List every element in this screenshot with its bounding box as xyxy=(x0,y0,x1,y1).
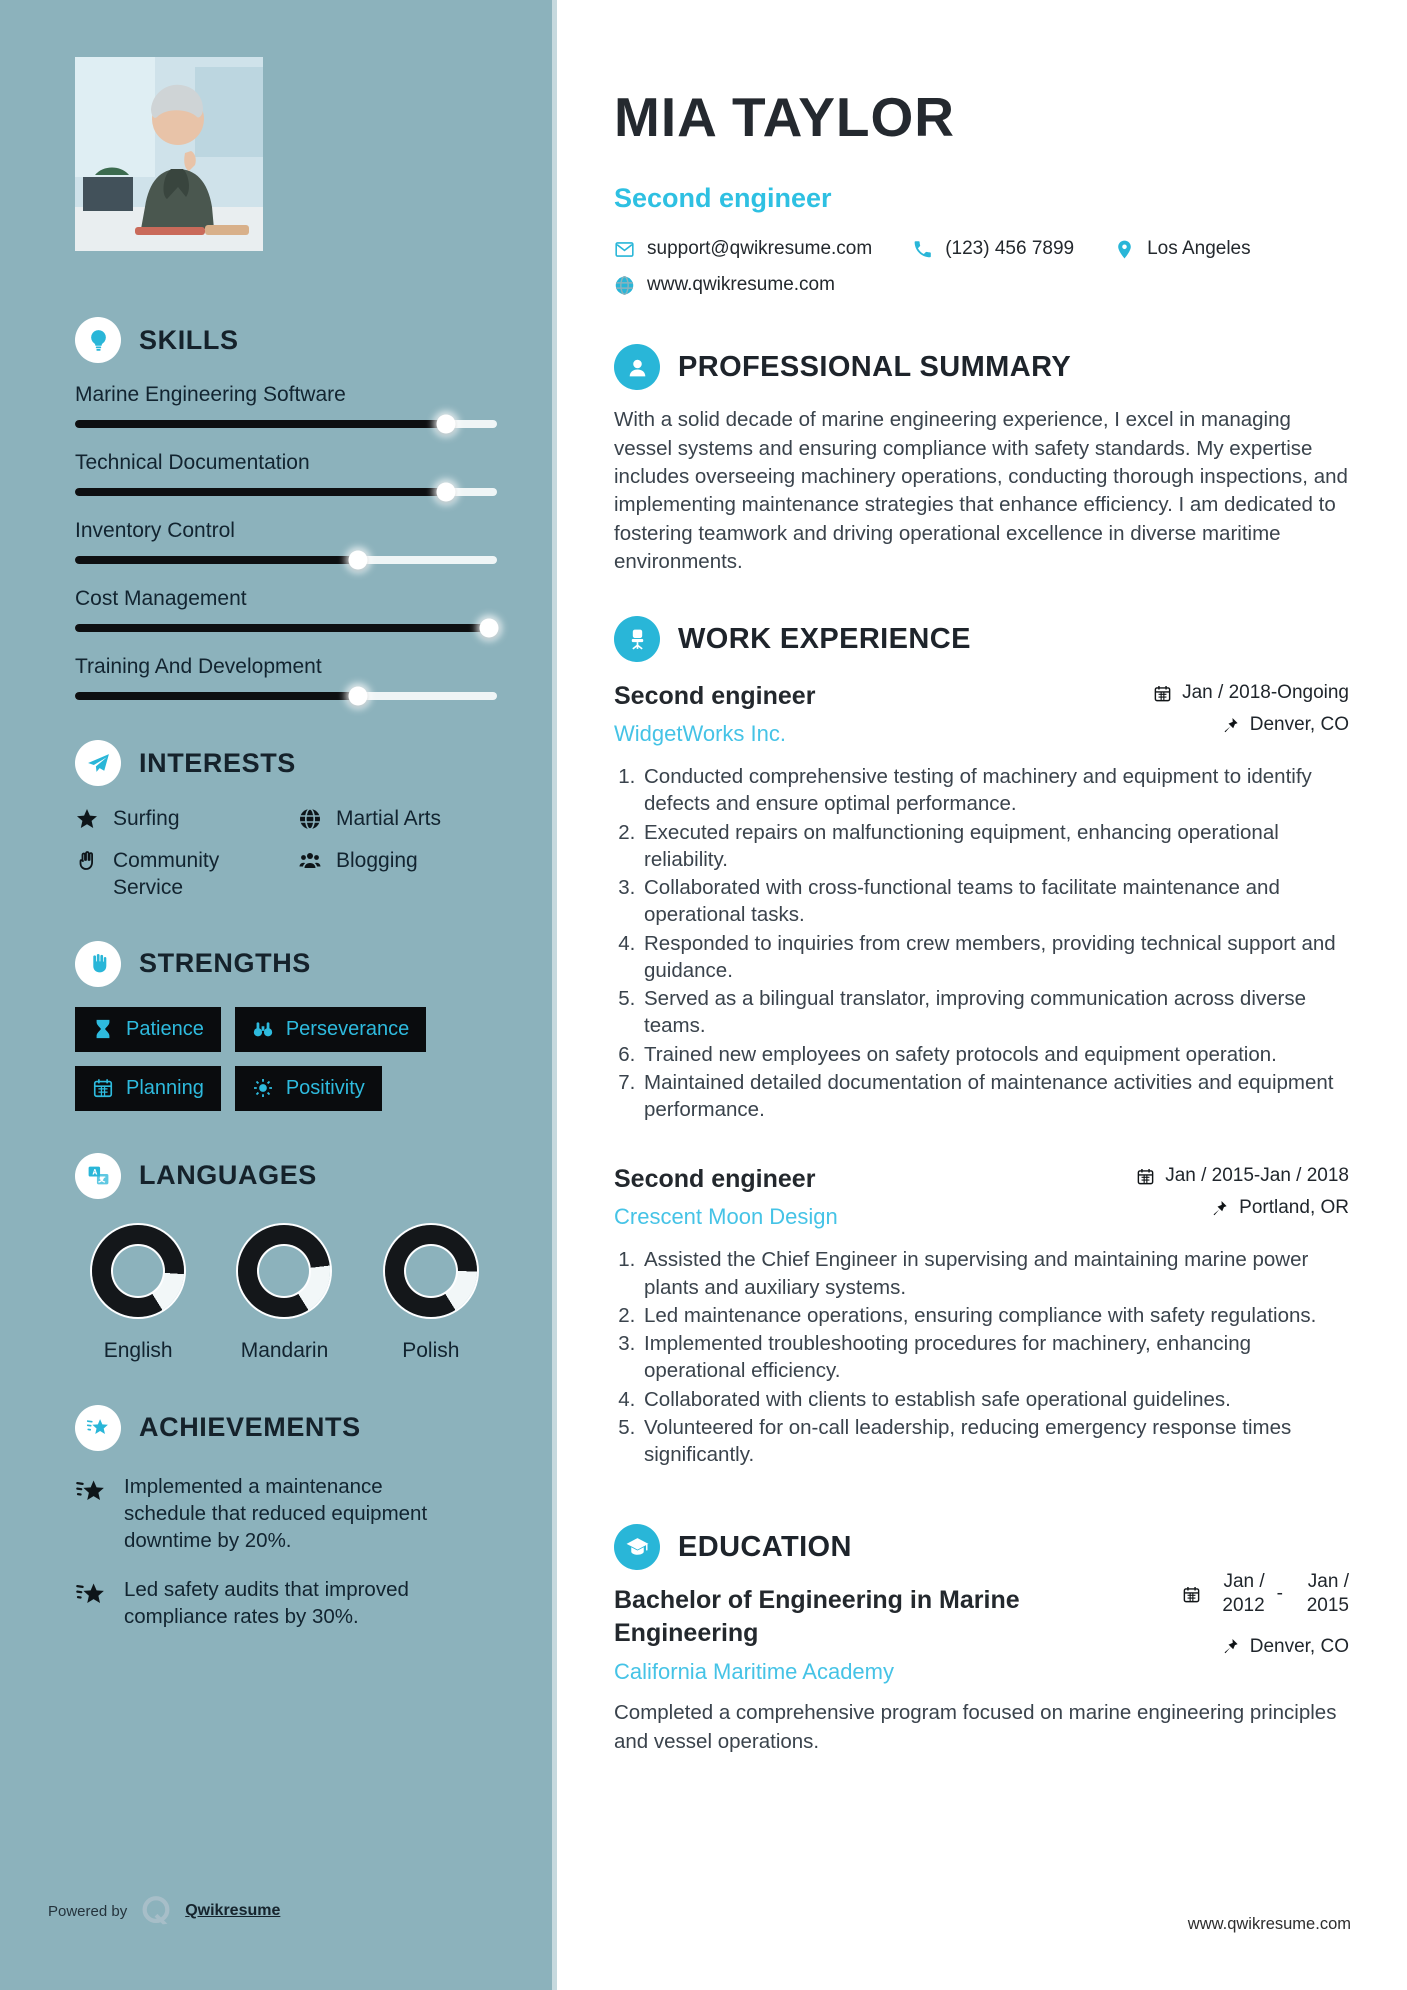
strengths-section xyxy=(75,941,494,1111)
strength-badge: Perseverance xyxy=(235,1007,426,1052)
job-role: Second engineer xyxy=(614,682,816,711)
candidate-name: MIA TAYLOR xyxy=(614,85,956,148)
phone-text: (123) 456 7899 xyxy=(945,238,1075,260)
fist-icon xyxy=(75,941,121,987)
users-icon xyxy=(298,849,322,873)
summary-section xyxy=(614,344,1349,576)
globe-icon xyxy=(614,275,635,296)
sun-icon xyxy=(252,1077,274,1099)
shooting-star-icon xyxy=(75,1578,108,1611)
interest-item: Surfing xyxy=(75,806,270,832)
strength-badge: Positivity xyxy=(235,1066,382,1111)
pushpin-icon xyxy=(1221,1637,1240,1656)
job-bullet: 7. Maintained detailed documentation of maintenance activities and equipment performance. xyxy=(641,1069,1349,1124)
slider-knob[interactable] xyxy=(479,619,498,638)
language-donut-chart xyxy=(92,1225,184,1317)
language-donut-chart xyxy=(238,1225,330,1317)
education-description: Completed a comprehensive program focused on marine engineering principles and vessel operations. xyxy=(614,1701,1337,1753)
language-item: Mandarin xyxy=(221,1225,347,1363)
job-bullet: 3. Implemented troubleshooting procedures for machinery, enhancing operational efficiency. xyxy=(641,1330,1349,1385)
job-role: Second engineer xyxy=(614,1165,816,1194)
person-icon xyxy=(614,344,660,390)
interests-title: INTERESTS xyxy=(139,747,296,778)
interest-item: Blogging xyxy=(298,848,494,901)
skill-item: Training And Development xyxy=(75,655,494,700)
contact-row xyxy=(614,238,1349,260)
skills-section xyxy=(75,317,494,700)
main-content xyxy=(562,0,1407,1990)
skill-slider[interactable] xyxy=(75,420,497,428)
website-item xyxy=(614,274,835,296)
website-text[interactable]: www.qwikresume.com xyxy=(647,274,835,296)
strength-badge: Patience xyxy=(75,1007,221,1052)
interest-item: Martial Arts xyxy=(298,806,494,832)
language-donut-chart xyxy=(385,1225,477,1317)
job-company[interactable]: WidgetWorks Inc. xyxy=(614,721,786,747)
education-section xyxy=(614,1524,1349,1756)
job-dates: Jan / 2015-Jan / 2018 xyxy=(1165,1165,1349,1187)
strengths-title: STRENGTHS xyxy=(139,948,311,979)
sidebar xyxy=(0,0,557,1990)
skill-slider[interactable] xyxy=(75,692,497,700)
slider-knob[interactable] xyxy=(348,687,367,706)
job-entry xyxy=(614,682,1349,1123)
job-location: Portland, OR xyxy=(1239,1197,1349,1219)
contact-row xyxy=(614,274,1349,296)
skill-item: Marine Engineering Software xyxy=(75,383,494,428)
education-meta xyxy=(1182,1570,1349,1668)
job-bullet: 4. Collaborated with clients to establish safe operational guidelines. xyxy=(641,1386,1349,1413)
pushpin-icon xyxy=(1210,1199,1229,1218)
education-date-start: Jan / 2012 xyxy=(1222,1571,1265,1617)
job-bullet: 5. Served as a bilingual translator, improving communication across diverse teams. xyxy=(641,985,1349,1040)
hand-icon xyxy=(75,849,99,873)
job-bullet: 5. Volunteered for on-call leadership, reducing emergency response times significantly. xyxy=(641,1414,1349,1469)
hourglass-icon xyxy=(92,1018,114,1040)
shooting-star-icon xyxy=(75,1475,108,1508)
languages-title: LANGUAGES xyxy=(139,1160,317,1191)
envelope-icon xyxy=(614,239,635,260)
summary-title: PROFESSIONAL SUMMARY xyxy=(678,350,1072,383)
pushpin-icon xyxy=(1221,716,1240,735)
achievement-item: Led safety audits that improved compliance rates by 30%. xyxy=(75,1576,494,1630)
calendar-icon xyxy=(1182,1585,1201,1604)
job-company[interactable]: Crescent Moon Design xyxy=(614,1204,838,1230)
job-bullet: 1. Conducted comprehensive testing of machinery and equipment to identify defects and ensure optimal performance. xyxy=(641,763,1349,818)
map-marker-icon xyxy=(1114,239,1135,260)
education-date-end: Jan / 2015 xyxy=(1306,1571,1349,1617)
phone-item xyxy=(912,238,1074,260)
job-bullet: 2. Led maintenance operations, ensuring compliance with safety regulations. xyxy=(641,1302,1349,1329)
skill-slider[interactable] xyxy=(75,624,497,632)
shooting-star-icon xyxy=(75,1405,121,1451)
strength-badge: Planning xyxy=(75,1066,221,1111)
binoculars-icon xyxy=(252,1018,274,1040)
language-item: Polish xyxy=(368,1225,494,1363)
degree-name: Bachelor of Engineering in Marine Engineering xyxy=(614,1586,1020,1647)
skill-item: Technical Documentation xyxy=(75,451,494,496)
profile-photo xyxy=(75,57,263,251)
job-meta xyxy=(1153,682,1349,746)
office-chair-icon xyxy=(614,616,660,662)
globe-icon xyxy=(298,807,322,831)
language-item: English xyxy=(75,1225,201,1363)
summary-text: With a solid decade of marine engineering experience, I excel in managing vessel systems and ensuring compliance with safety standards. My expertise includes overseeing machinery operations, conducting thorough inspections, and implementing maintenance strategies that enhance efficiency. I am dedicated to fostering teamwork and driving operational excellence in diverse maritime environments. xyxy=(614,408,1348,573)
skills-title: SKILLS xyxy=(139,324,239,355)
date-separator: - xyxy=(1276,1583,1283,1605)
job-meta xyxy=(1136,1165,1349,1229)
powered-by-label: Powered by xyxy=(48,1902,128,1920)
slider-knob[interactable] xyxy=(437,415,456,434)
qwikresume-link[interactable]: Qwikresume xyxy=(185,1902,281,1919)
footer-website[interactable]: www.qwikresume.com xyxy=(1187,1915,1351,1933)
translate-icon xyxy=(75,1153,121,1199)
experience-title: WORK EXPERIENCE xyxy=(678,622,971,655)
achievements-section xyxy=(75,1405,494,1630)
sidebar-footer xyxy=(48,1894,280,1928)
job-bullet: 6. Trained new employees on safety protocols and equipment operation. xyxy=(641,1041,1349,1068)
education-title: EDUCATION xyxy=(678,1530,852,1563)
achievements-title: ACHIEVEMENTS xyxy=(139,1412,361,1443)
skill-slider[interactable] xyxy=(75,556,497,564)
calendar-icon xyxy=(1136,1167,1155,1186)
school-name[interactable]: California Maritime Academy xyxy=(614,1659,894,1685)
job-bullet: 4. Responded to inquiries from crew members, providing technical support and guidance. xyxy=(641,930,1349,985)
slider-knob[interactable] xyxy=(348,551,367,570)
job-bullet: 1. Assisted the Chief Engineer in supervising and maintaining marine power plants and auxiliary systems. xyxy=(641,1246,1349,1301)
candidate-title: Second engineer xyxy=(614,183,832,214)
lightbulb-icon xyxy=(75,317,121,363)
achievement-item: Implemented a maintenance schedule that reduced equipment downtime by 20%. xyxy=(75,1473,494,1554)
job-entry xyxy=(614,1165,1349,1468)
languages-section xyxy=(75,1153,494,1363)
job-location: Denver, CO xyxy=(1249,714,1349,736)
job-bullet-list xyxy=(614,1246,1349,1468)
skill-item: Cost Management xyxy=(75,587,494,632)
education-location: Denver, CO xyxy=(1249,1635,1349,1657)
education-dates xyxy=(1182,1570,1349,1618)
calendar-icon xyxy=(92,1077,114,1099)
qwikresume-logo-icon xyxy=(139,1894,173,1928)
skill-slider[interactable] xyxy=(75,488,497,496)
interests-section xyxy=(75,740,494,901)
job-bullet: 3. Collaborated with cross-functional teams to facilitate maintenance and operational tasks. xyxy=(641,874,1349,929)
graduation-cap-icon xyxy=(614,1524,660,1570)
job-dates: Jan / 2018-Ongoing xyxy=(1182,682,1349,704)
star-icon xyxy=(75,807,99,831)
location-item xyxy=(1114,238,1251,260)
paper-plane-icon xyxy=(75,740,121,786)
job-bullet: 2. Executed repairs on malfunctioning equipment, enhancing operational reliability. xyxy=(641,819,1349,874)
slider-knob[interactable] xyxy=(437,483,456,502)
location-text: Los Angeles xyxy=(1147,238,1251,260)
skill-item: Inventory Control xyxy=(75,519,494,564)
experience-section xyxy=(614,616,1349,1468)
phone-icon xyxy=(912,239,933,260)
email-text[interactable]: support@qwikresume.com xyxy=(647,238,873,260)
email-item xyxy=(614,238,872,260)
interest-item: Community Service xyxy=(75,848,270,901)
calendar-icon xyxy=(1153,684,1172,703)
job-bullet-list xyxy=(614,763,1349,1123)
